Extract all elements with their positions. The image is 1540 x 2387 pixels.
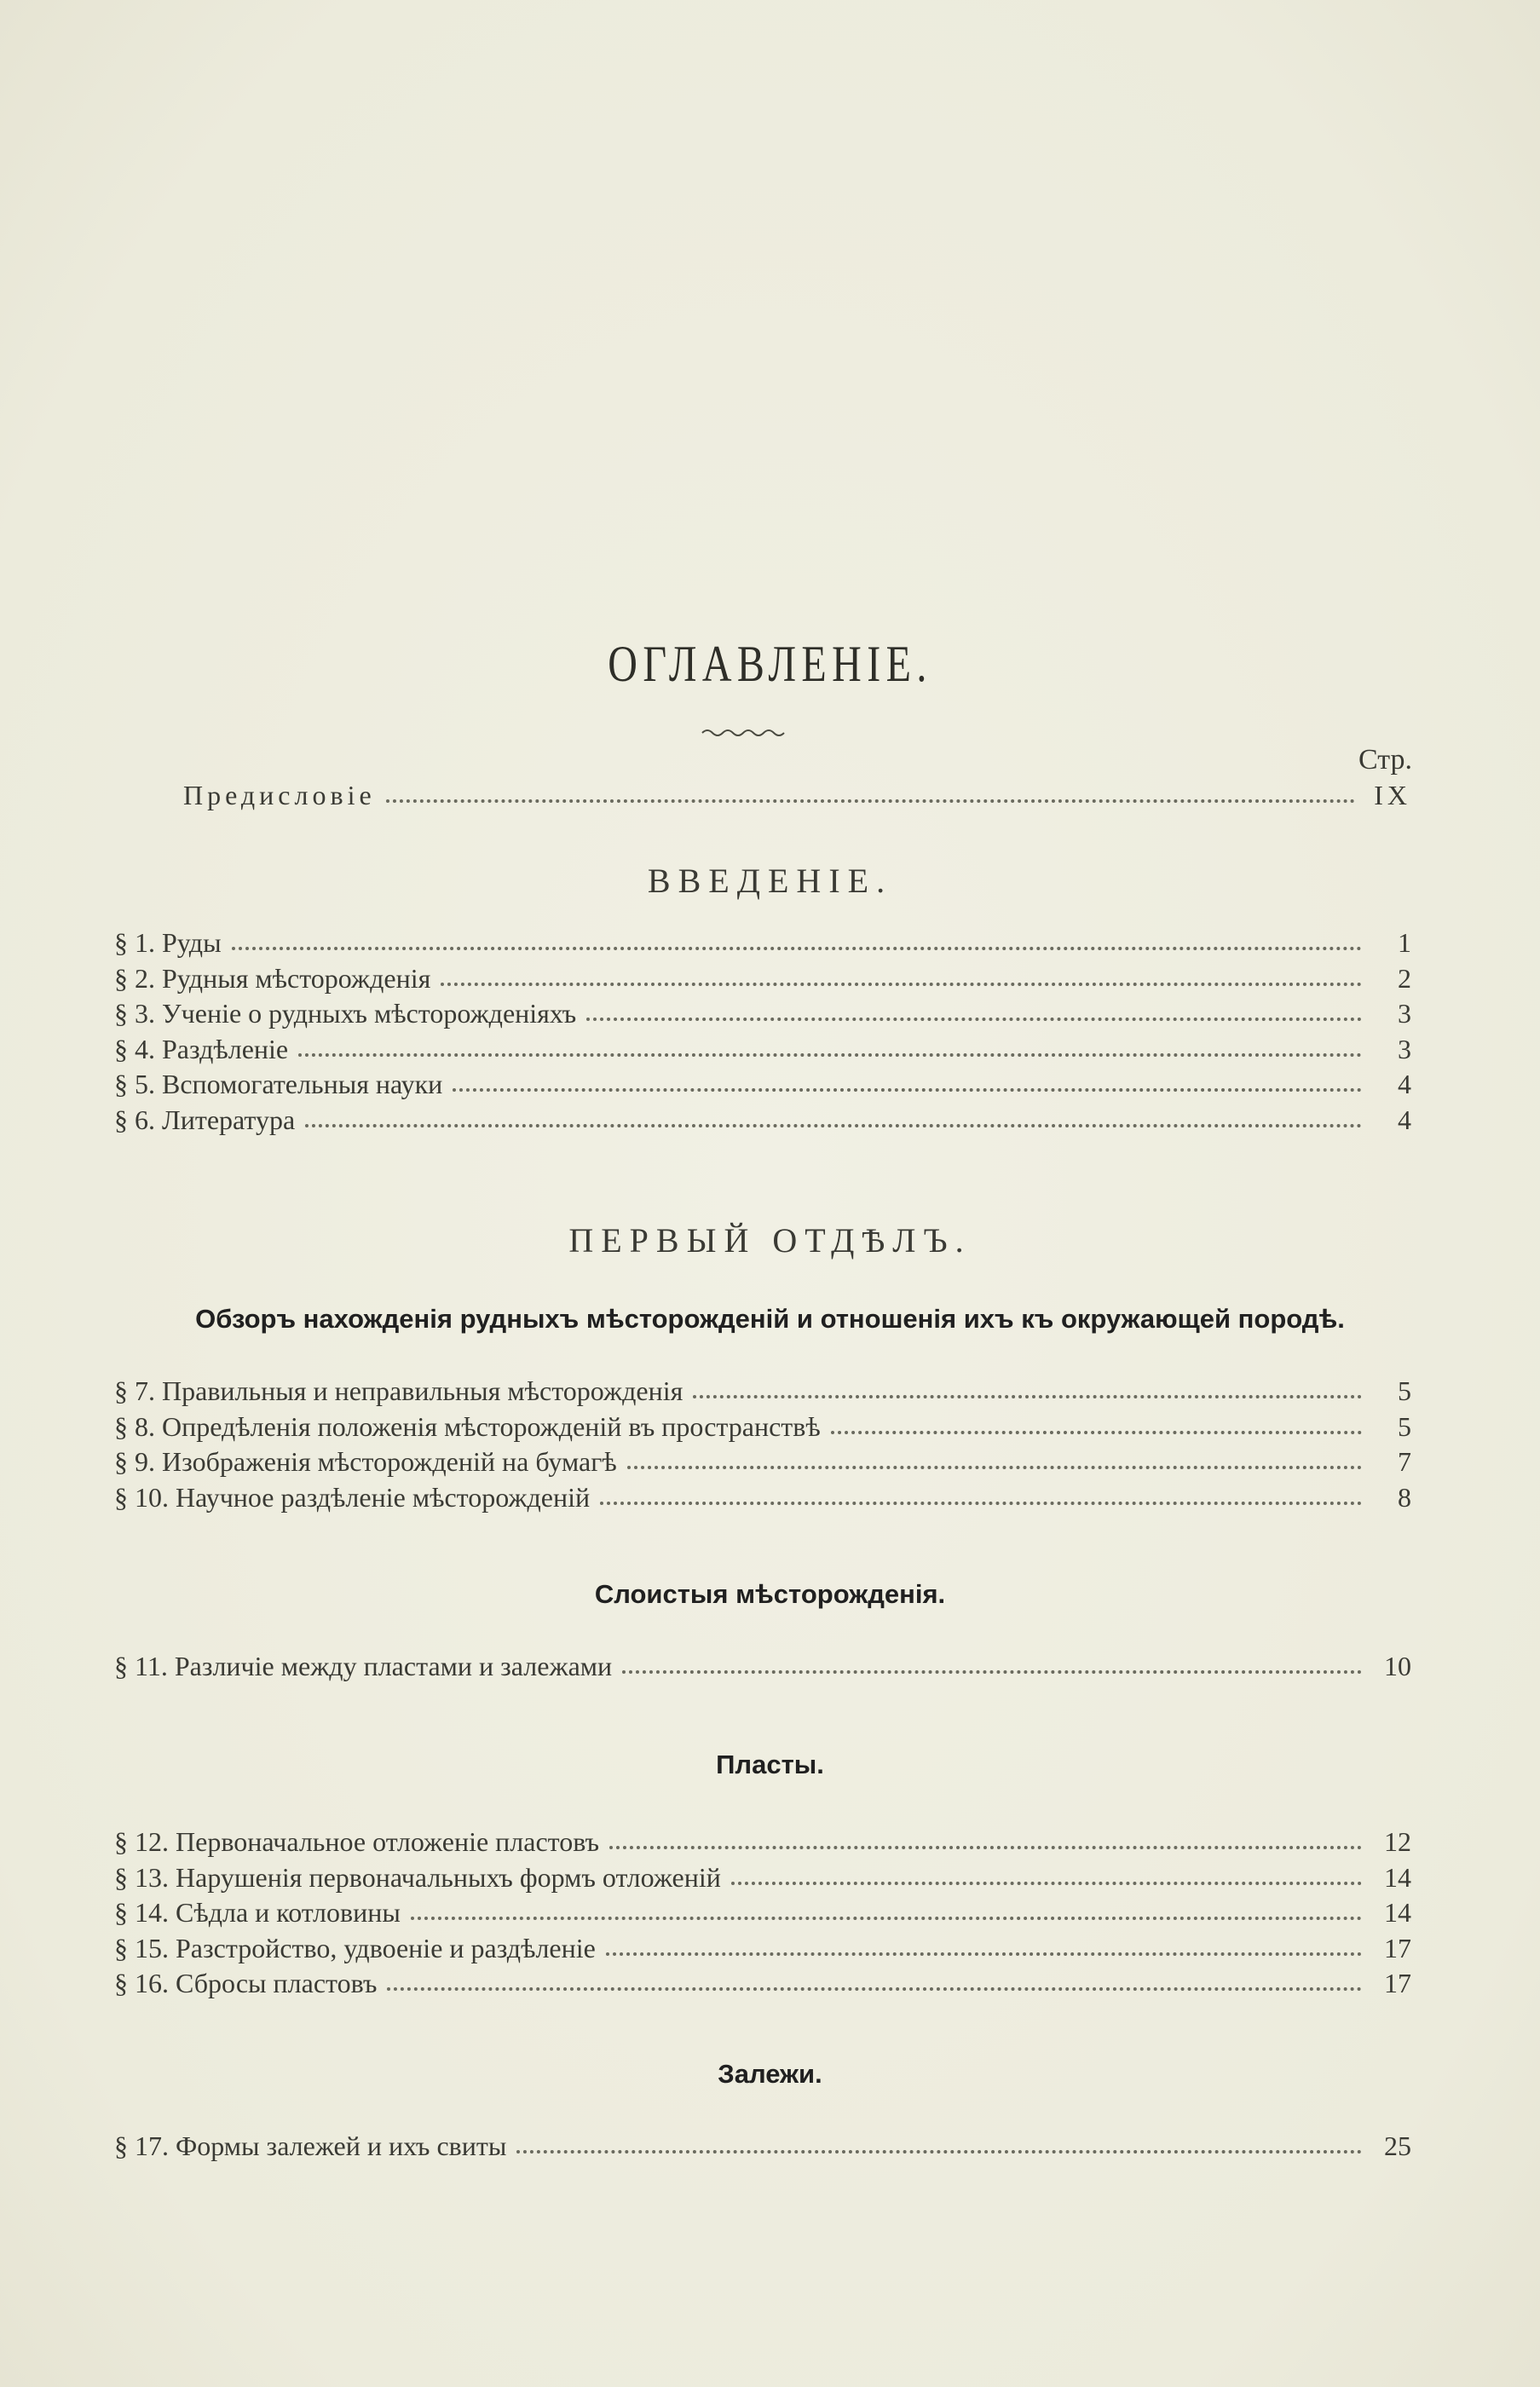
section-heading-part1: ПЕРВЫЙ ОТДѢЛЪ.: [568, 1221, 972, 1260]
entry-page: 5: [1398, 1375, 1411, 1406]
entry-page: 17: [1384, 1968, 1411, 1998]
dot-leader: [622, 1670, 1362, 1674]
subsection-heading-layered: Слоистыя мѣсторожденія.: [594, 1579, 946, 1609]
entry-label: § 15. Разстройство, удвоеніе и раздѣленіе: [114, 1933, 596, 1963]
dot-leader: [305, 1124, 1362, 1127]
entry-label: § 14. Сѣдла и котловины: [114, 1897, 401, 1928]
entry-label: Предисловіе: [183, 780, 376, 810]
entry-page: 4: [1398, 1069, 1411, 1099]
entry-page: 14: [1384, 1897, 1411, 1928]
toc-entry-preface[interactable]: [183, 780, 1411, 814]
entry-label: § 12. Первоначальное отложеніе пластовъ: [114, 1826, 600, 1857]
subsection-heading-deposits: Залежи.: [718, 2059, 822, 2089]
toc-entry[interactable]: [114, 1104, 1411, 1139]
entry-page: 2: [1398, 963, 1411, 994]
toc-entry[interactable]: [114, 1411, 1411, 1445]
entry-page: IX: [1374, 780, 1411, 810]
entry-page: 1: [1398, 927, 1411, 958]
toc-entry[interactable]: [114, 1651, 1411, 1685]
entry-label: § 16. Сбросы пластовъ: [114, 1968, 378, 1998]
dot-leader: [516, 2150, 1362, 2153]
entry-page: 5: [1398, 1411, 1411, 1442]
entry-label: § 3. Ученіе о рудныхъ мѣсторожденіяхъ: [114, 998, 577, 1029]
dot-leader: [600, 1502, 1362, 1505]
entry-page: 12: [1384, 1826, 1411, 1857]
ornament-divider: [701, 726, 786, 738]
toc-entry[interactable]: [114, 2130, 1411, 2165]
dot-leader: [386, 799, 1356, 803]
entry-label: § 6. Литература: [114, 1104, 296, 1135]
entry-page: 17: [1384, 1933, 1411, 1963]
section-heading-intro: ВВЕДЕНІЕ.: [647, 862, 893, 900]
dot-leader: [298, 1053, 1362, 1057]
entry-page: 4: [1398, 1104, 1411, 1135]
dot-leader: [731, 1882, 1362, 1885]
entry-label: § 13. Нарушенія первоначальныхъ формъ отложеній: [114, 1862, 721, 1893]
toc-entry[interactable]: [114, 1862, 1411, 1896]
toc-entry[interactable]: [114, 1375, 1411, 1410]
toc-entry[interactable]: [114, 1933, 1411, 1967]
entry-label: § 5. Вспомогательныя науки: [114, 1069, 443, 1099]
toc-entry[interactable]: [114, 1482, 1411, 1516]
subsection-heading-seams: Пласты.: [716, 1750, 824, 1779]
entry-label: § 11. Различіе между пластами и залежами: [114, 1651, 613, 1681]
entry-page: 25: [1384, 2130, 1411, 2161]
entry-label: § 8. Опредѣленія положенія мѣсторожденій въ пространствѣ: [114, 1411, 821, 1442]
entry-label: § 17. Формы залежей и ихъ свиты: [114, 2130, 507, 2161]
dot-leader: [411, 1917, 1362, 1920]
page-title: ОГЛАВЛЕНІЕ.: [608, 636, 932, 692]
section-subheading: Обзоръ нахожденія рудныхъ мѣсторожденій и отношенія ихъ къ окружающей породѣ.: [195, 1304, 1345, 1334]
toc-entry[interactable]: [114, 963, 1411, 997]
dot-leader: [232, 947, 1362, 950]
entry-label: § 9. Изображенія мѣсторожденій на бумагѣ: [114, 1446, 617, 1477]
entry-label: § 7. Правильныя и неправильныя мѣсторожденія: [114, 1375, 683, 1406]
toc-entry[interactable]: [114, 1826, 1411, 1860]
entry-label: § 2. Рудныя мѣсторожденія: [114, 963, 431, 994]
toc-entry[interactable]: [114, 1069, 1411, 1103]
entry-page: 14: [1384, 1862, 1411, 1893]
entry-page: 3: [1398, 998, 1411, 1029]
dot-leader: [586, 1018, 1362, 1021]
toc-entry[interactable]: [114, 998, 1411, 1032]
toc-entry[interactable]: [114, 1034, 1411, 1068]
dot-leader: [441, 983, 1362, 986]
entry-page: 8: [1398, 1482, 1411, 1513]
dot-leader: [606, 1952, 1362, 1956]
page-column-label: Стр.: [1358, 744, 1412, 775]
dot-leader: [693, 1395, 1362, 1398]
toc-entry[interactable]: [114, 927, 1411, 961]
entry-label: § 4. Раздѣленіе: [114, 1034, 289, 1064]
dot-leader: [831, 1431, 1362, 1434]
dot-leader: [609, 1846, 1362, 1849]
entry-label: § 1. Руды: [114, 927, 222, 958]
entry-page: 3: [1398, 1034, 1411, 1064]
toc-entry[interactable]: [114, 1446, 1411, 1480]
entry-label: § 10. Научное раздѣленіе мѣсторожденій: [114, 1482, 591, 1513]
entry-page: 10: [1384, 1651, 1411, 1681]
dot-leader: [453, 1088, 1362, 1092]
toc-entry[interactable]: [114, 1968, 1411, 2002]
dot-leader: [627, 1466, 1362, 1469]
toc-entry[interactable]: [114, 1897, 1411, 1931]
dot-leader: [387, 1987, 1362, 1991]
entry-page: 7: [1398, 1446, 1411, 1477]
